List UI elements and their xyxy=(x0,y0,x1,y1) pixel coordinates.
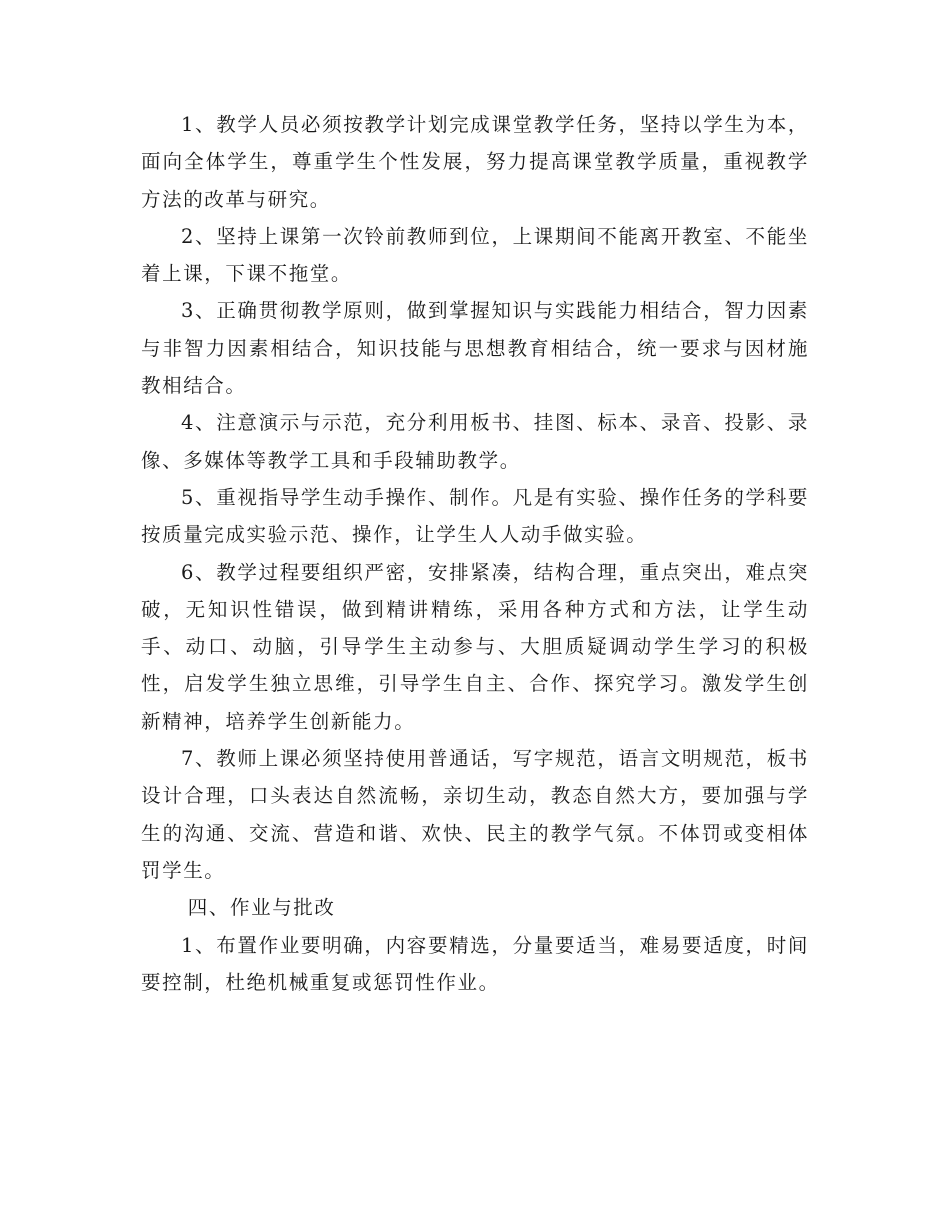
paragraph-4: 4、注意演示与示范，充分利用板书、挂图、标本、录音、投影、录像、多媒体等教学工具和手段辅助教学。 xyxy=(141,411,809,472)
section-heading: 四、作业与批改 xyxy=(187,896,336,920)
document-body xyxy=(141,106,809,1001)
paragraph-5: 5、重视指导学生动手操作、制作。凡是有实验、操作任务的学科要按质量完成实验示范、操作，让学生人人动手做实验。 xyxy=(141,485,809,547)
paragraph-8: 1、布置作业要明确，内容要精选，分量要适当，难易要适度，时间要控制，杜绝机械重复或惩罚性作业。 xyxy=(141,933,809,994)
paragraph-1: 1、教学人员必须按教学计划完成课堂教学任务，坚持以学生为本，面向全体学生，尊重学生个性发展，努力提高课堂教学质量，重视教学方法的改革与研究。 xyxy=(141,113,809,211)
paragraph-2: 2、坚持上课第一次铃前教师到位，上课期间不能离开教室、不能坐着上课，下课不拖堂。 xyxy=(141,224,809,286)
paragraph-3: 3、正确贯彻教学原则，做到掌握知识与实践能力相结合，智力因素与非智力因素相结合，知识技能与思想教育相结合，统一要求与因材施教相结合。 xyxy=(141,299,809,398)
paragraph-7: 7、教师上课必须坚持使用普通话，写字规范，语言文明规范，板书设计合理，口头表达自然流畅，亲切生动，教态自然大方，要加强与学生的沟通、交流、营造和谐、欢快、民主的教学气氛。不体罚或变相体罚学生。 xyxy=(141,747,809,882)
paragraph-6: 6、教学过程要组织严密，安排紧凑，结构合理，重点突出，难点突破，无知识性错误，做到精讲精练，采用各种方式和方法，让学生动手、动口、动脑，引导学生主动参与、大胆质疑调动学生学习的积极性，启发学生独立思维，引导学生自主、合作、探究学习。激发学生创新精神，培养学生创新能力。 xyxy=(141,560,809,733)
